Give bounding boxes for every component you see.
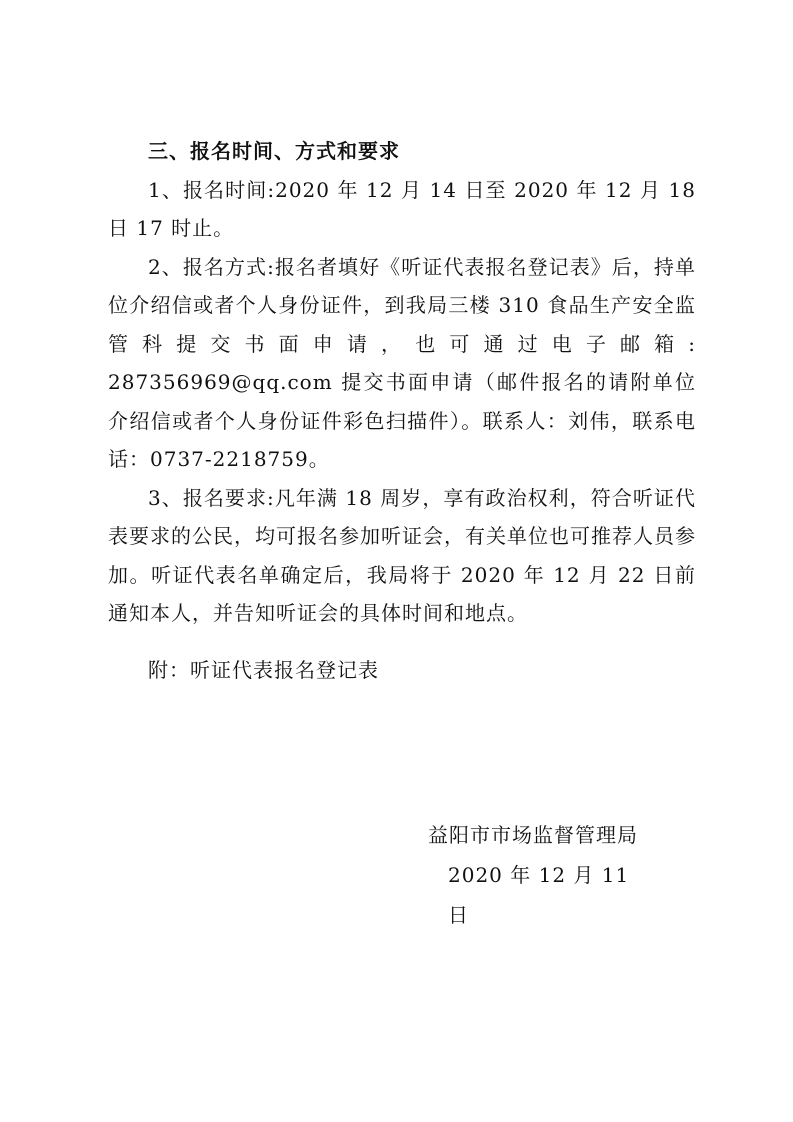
paragraph-registration-method: 2、报名方式:报名者填好《听证代表报名登记表》后，持单位介绍信或者个人身份证件，到我局三楼 310 食品生产安全监管科提交书面申请，也可通过电子邮箱: 287356969@qq.com 提交书面申请（邮件报名的请附单位介绍信或者个人身份证件彩色扫描件）。联系人：刘伟，联系电话：0737-2218759。 (108, 254, 696, 471)
section-heading: 三、报名时间、方式和要求 (148, 139, 400, 163)
signature-organization: 益阳市市场监督管理局 (428, 823, 638, 847)
document-body (108, 132, 696, 633)
paragraph-registration-requirements: 3、报名要求:凡年满 18 周岁，享有政治权利，符合听证代表要求的公民，均可报名参加听证会，有关单位也可推荐人员参加。听证代表名单确定后，我局将于 2020 年 12 月 22 日前通知本人，并告知听证会的具体时间和地点。 (108, 485, 696, 625)
paragraph-registration-time: 1、报名时间:2020 年 12 月 14 日至 2020 年 12 月 18 日 17 时止。 (108, 177, 696, 240)
attachment-note: 附：听证代表报名登记表 (148, 658, 379, 682)
signature-date: 2020 年 12 月 11 日 (448, 863, 630, 927)
signature-block (428, 815, 648, 935)
